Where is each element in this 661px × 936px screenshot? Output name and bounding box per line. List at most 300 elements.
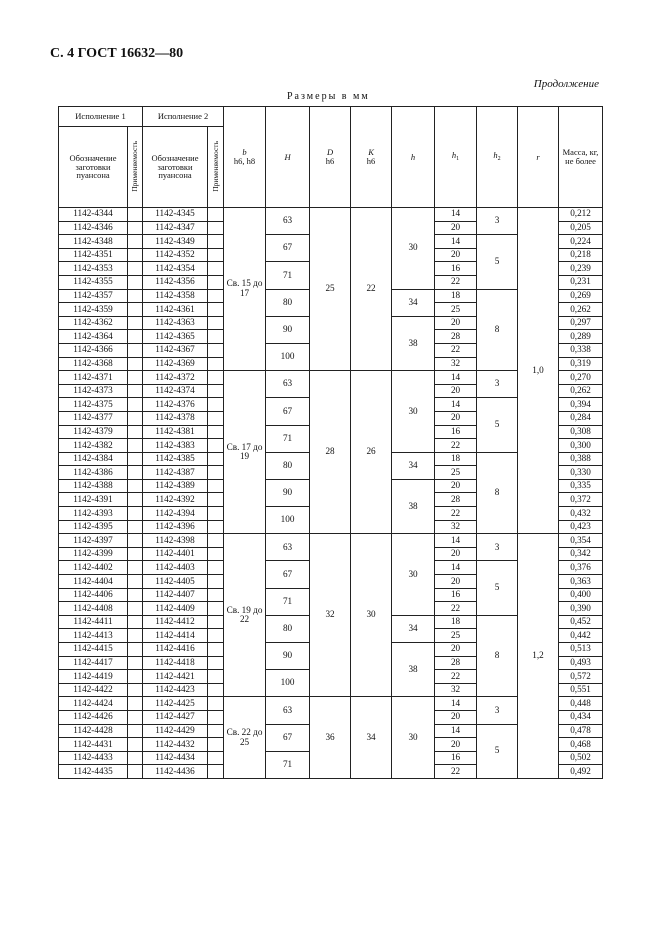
h1-value: 22 xyxy=(435,602,477,616)
exec1-applicability xyxy=(128,520,143,534)
mass-value: 0,372 xyxy=(559,493,603,507)
exec2-code: 1142-4394 xyxy=(143,507,208,521)
exec1-code: 1142-4384 xyxy=(59,452,128,466)
exec2-code: 1142-4387 xyxy=(143,466,208,480)
exec2-applicability xyxy=(208,235,224,249)
h1-value: 16 xyxy=(435,751,477,765)
exec2-applicability xyxy=(208,697,224,711)
exec1-code: 1142-4426 xyxy=(59,710,128,724)
h1-value: 14 xyxy=(435,208,477,222)
h1-value: 28 xyxy=(435,330,477,344)
mass-value: 0,423 xyxy=(559,520,603,534)
exec2-applicability xyxy=(208,683,224,697)
header-code2: Обозначение заготовки пуансона xyxy=(143,127,208,208)
exec1-code: 1142-4424 xyxy=(59,697,128,711)
h1-value: 14 xyxy=(435,371,477,385)
h2-value: 3 xyxy=(477,208,518,235)
H-value: 100 xyxy=(266,507,310,534)
h-value: 30 xyxy=(392,697,435,779)
exec1-applicability xyxy=(128,534,143,548)
exec2-applicability xyxy=(208,588,224,602)
exec2-code: 1142-4416 xyxy=(143,643,208,657)
exec2-applicability xyxy=(208,738,224,752)
h1-value: 25 xyxy=(435,629,477,643)
h1-value: 16 xyxy=(435,262,477,276)
exec2-code: 1142-4405 xyxy=(143,575,208,589)
h1-value: 16 xyxy=(435,425,477,439)
header-applicability1: Применяемость xyxy=(128,127,143,208)
H-value: 67 xyxy=(266,724,310,751)
exec1-code: 1142-4362 xyxy=(59,316,128,330)
exec2-applicability xyxy=(208,710,224,724)
exec1-applicability xyxy=(128,493,143,507)
exec2-code: 1142-4376 xyxy=(143,398,208,412)
exec1-code: 1142-4348 xyxy=(59,235,128,249)
exec1-code: 1142-4371 xyxy=(59,371,128,385)
header-code1: Обозначение заготовки пуансона xyxy=(59,127,128,208)
exec1-code: 1142-4435 xyxy=(59,765,128,779)
exec1-code: 1142-4393 xyxy=(59,507,128,521)
mass-value: 0,239 xyxy=(559,262,603,276)
mass-value: 0,400 xyxy=(559,588,603,602)
h-value: 34 xyxy=(392,615,435,642)
mass-value: 0,269 xyxy=(559,289,603,303)
b-range: Св. 15 до 17 xyxy=(224,208,266,371)
exec2-code: 1142-4436 xyxy=(143,765,208,779)
h1-value: 14 xyxy=(435,398,477,412)
exec1-applicability xyxy=(128,507,143,521)
H-value: 90 xyxy=(266,479,310,506)
exec1-code: 1142-4373 xyxy=(59,384,128,398)
h1-value: 20 xyxy=(435,248,477,262)
exec2-applicability xyxy=(208,262,224,276)
h-value: 38 xyxy=(392,479,435,533)
exec2-code: 1142-4403 xyxy=(143,561,208,575)
h1-value: 25 xyxy=(435,303,477,317)
exec1-code: 1142-4379 xyxy=(59,425,128,439)
exec2-applicability xyxy=(208,751,224,765)
mass-value: 0,502 xyxy=(559,751,603,765)
h-value: 34 xyxy=(392,452,435,479)
page-header: С. 4 ГОСТ 16632—80 xyxy=(50,46,184,61)
mass-value: 0,300 xyxy=(559,439,603,453)
exec2-applicability xyxy=(208,330,224,344)
header-exec1: Исполнение 1 xyxy=(59,107,143,127)
h1-value: 20 xyxy=(435,384,477,398)
header-H: H xyxy=(266,107,310,208)
exec1-code: 1142-4382 xyxy=(59,439,128,453)
exec2-code: 1142-4367 xyxy=(143,343,208,357)
exec2-applicability xyxy=(208,602,224,616)
mass-value: 0,205 xyxy=(559,221,603,235)
exec1-code: 1142-4428 xyxy=(59,724,128,738)
mass-value: 0,335 xyxy=(559,479,603,493)
exec1-code: 1142-4351 xyxy=(59,248,128,262)
exec2-code: 1142-4354 xyxy=(143,262,208,276)
units-caption: Размеры в мм xyxy=(287,91,370,102)
exec2-applicability xyxy=(208,561,224,575)
mass-value: 0,354 xyxy=(559,534,603,548)
mass-value: 0,270 xyxy=(559,371,603,385)
exec1-applicability xyxy=(128,656,143,670)
exec2-applicability xyxy=(208,670,224,684)
exec1-applicability xyxy=(128,588,143,602)
exec1-applicability xyxy=(128,697,143,711)
exec2-applicability xyxy=(208,479,224,493)
exec1-applicability xyxy=(128,765,143,779)
H-value: 63 xyxy=(266,534,310,561)
exec2-code: 1142-4421 xyxy=(143,670,208,684)
mass-value: 0,432 xyxy=(559,507,603,521)
exec1-applicability xyxy=(128,547,143,561)
exec1-code: 1142-4395 xyxy=(59,520,128,534)
H-value: 90 xyxy=(266,316,310,343)
exec2-code: 1142-4347 xyxy=(143,221,208,235)
K-value: 30 xyxy=(351,534,392,697)
exec1-code: 1142-4417 xyxy=(59,656,128,670)
H-value: 80 xyxy=(266,289,310,316)
exec2-code: 1142-4389 xyxy=(143,479,208,493)
exec2-code: 1142-4352 xyxy=(143,248,208,262)
h2-value: 5 xyxy=(477,235,518,289)
exec1-code: 1142-4422 xyxy=(59,683,128,697)
h2-value: 8 xyxy=(477,615,518,697)
h1-value: 32 xyxy=(435,683,477,697)
exec1-code: 1142-4397 xyxy=(59,534,128,548)
D-value: 36 xyxy=(310,697,351,779)
exec1-applicability xyxy=(128,670,143,684)
exec1-applicability xyxy=(128,275,143,289)
h1-value: 14 xyxy=(435,235,477,249)
exec1-code: 1142-4386 xyxy=(59,466,128,480)
h1-value: 20 xyxy=(435,316,477,330)
mass-value: 0,394 xyxy=(559,398,603,412)
table-row xyxy=(59,534,603,548)
exec2-code: 1142-4401 xyxy=(143,547,208,561)
exec2-code: 1142-4412 xyxy=(143,615,208,629)
exec1-code: 1142-4357 xyxy=(59,289,128,303)
mass-value: 0,390 xyxy=(559,602,603,616)
exec2-code: 1142-4396 xyxy=(143,520,208,534)
exec2-code: 1142-4365 xyxy=(143,330,208,344)
exec2-code: 1142-4358 xyxy=(143,289,208,303)
h1-value: 22 xyxy=(435,439,477,453)
exec1-code: 1142-4359 xyxy=(59,303,128,317)
exec1-applicability xyxy=(128,371,143,385)
exec1-applicability xyxy=(128,439,143,453)
D-value: 32 xyxy=(310,534,351,697)
mass-value: 0,289 xyxy=(559,330,603,344)
H-value: 80 xyxy=(266,615,310,642)
exec1-code: 1142-4399 xyxy=(59,547,128,561)
exec1-applicability xyxy=(128,398,143,412)
exec2-applicability xyxy=(208,384,224,398)
exec2-applicability xyxy=(208,534,224,548)
mass-value: 0,388 xyxy=(559,452,603,466)
exec2-code: 1142-4414 xyxy=(143,629,208,643)
exec2-applicability xyxy=(208,507,224,521)
K-value: 22 xyxy=(351,208,392,371)
H-value: 67 xyxy=(266,561,310,588)
mass-value: 0,442 xyxy=(559,629,603,643)
H-value: 71 xyxy=(266,588,310,615)
exec1-applicability xyxy=(128,738,143,752)
exec1-code: 1142-4406 xyxy=(59,588,128,602)
H-value: 63 xyxy=(266,697,310,724)
exec2-code: 1142-4434 xyxy=(143,751,208,765)
exec2-code: 1142-4385 xyxy=(143,452,208,466)
table-row xyxy=(59,208,603,222)
exec1-code: 1142-4408 xyxy=(59,602,128,616)
exec2-code: 1142-4383 xyxy=(143,439,208,453)
exec2-code: 1142-4418 xyxy=(143,656,208,670)
exec1-code: 1142-4388 xyxy=(59,479,128,493)
mass-value: 0,338 xyxy=(559,343,603,357)
exec2-applicability xyxy=(208,371,224,385)
exec2-applicability xyxy=(208,656,224,670)
exec1-code: 1142-4377 xyxy=(59,411,128,425)
h1-value: 20 xyxy=(435,643,477,657)
exec1-applicability xyxy=(128,724,143,738)
h1-value: 22 xyxy=(435,670,477,684)
h1-value: 18 xyxy=(435,615,477,629)
header-h1: $h_1$ xyxy=(435,107,477,208)
mass-value: 0,330 xyxy=(559,466,603,480)
exec2-applicability xyxy=(208,765,224,779)
H-value: 100 xyxy=(266,343,310,370)
exec2-applicability xyxy=(208,316,224,330)
exec1-code: 1142-4411 xyxy=(59,615,128,629)
h-value: 30 xyxy=(392,371,435,453)
h1-value: 20 xyxy=(435,411,477,425)
h1-value: 22 xyxy=(435,765,477,779)
exec2-code: 1142-4427 xyxy=(143,710,208,724)
mass-value: 0,363 xyxy=(559,575,603,589)
mass-value: 0,308 xyxy=(559,425,603,439)
exec2-code: 1142-4369 xyxy=(143,357,208,371)
exec1-applicability xyxy=(128,235,143,249)
h2-value: 5 xyxy=(477,724,518,778)
exec1-applicability xyxy=(128,710,143,724)
exec1-applicability xyxy=(128,602,143,616)
mass-value: 0,478 xyxy=(559,724,603,738)
exec2-applicability xyxy=(208,547,224,561)
h1-value: 18 xyxy=(435,452,477,466)
exec1-code: 1142-4355 xyxy=(59,275,128,289)
exec2-applicability xyxy=(208,411,224,425)
exec2-code: 1142-4423 xyxy=(143,683,208,697)
h1-value: 20 xyxy=(435,221,477,235)
D-value: 28 xyxy=(310,371,351,534)
h1-value: 14 xyxy=(435,561,477,575)
h1-value: 20 xyxy=(435,575,477,589)
H-value: 71 xyxy=(266,262,310,289)
header-h: h xyxy=(392,107,435,208)
exec1-applicability xyxy=(128,411,143,425)
exec1-applicability xyxy=(128,561,143,575)
exec1-applicability xyxy=(128,629,143,643)
h2-value: 3 xyxy=(477,697,518,724)
h2-value: 3 xyxy=(477,534,518,561)
exec2-applicability xyxy=(208,208,224,222)
exec2-applicability xyxy=(208,643,224,657)
exec2-applicability xyxy=(208,575,224,589)
h-value: 34 xyxy=(392,289,435,316)
exec2-code: 1142-4429 xyxy=(143,724,208,738)
h2-value: 5 xyxy=(477,561,518,615)
h1-value: 14 xyxy=(435,534,477,548)
mass-value: 0,493 xyxy=(559,656,603,670)
mass-value: 0,284 xyxy=(559,411,603,425)
mass-value: 0,513 xyxy=(559,643,603,657)
H-value: 67 xyxy=(266,398,310,425)
mass-value: 0,262 xyxy=(559,303,603,317)
exec1-applicability xyxy=(128,330,143,344)
exec2-code: 1142-4349 xyxy=(143,235,208,249)
h2-value: 8 xyxy=(477,289,518,371)
exec2-applicability xyxy=(208,248,224,262)
mass-value: 0,468 xyxy=(559,738,603,752)
exec2-applicability xyxy=(208,343,224,357)
exec1-applicability xyxy=(128,384,143,398)
H-value: 71 xyxy=(266,425,310,452)
exec1-applicability xyxy=(128,643,143,657)
mass-value: 0,551 xyxy=(559,683,603,697)
mass-value: 0,212 xyxy=(559,208,603,222)
r-value: 1,0 xyxy=(518,208,559,534)
h1-value: 22 xyxy=(435,507,477,521)
exec2-code: 1142-4363 xyxy=(143,316,208,330)
exec2-applicability xyxy=(208,221,224,235)
exec1-code: 1142-4419 xyxy=(59,670,128,684)
exec2-applicability xyxy=(208,398,224,412)
h-value: 30 xyxy=(392,208,435,290)
table-body xyxy=(59,208,603,779)
header-h2: $h_2$ xyxy=(477,107,518,208)
h1-value: 28 xyxy=(435,493,477,507)
header-D: D h6 xyxy=(310,107,351,208)
exec1-code: 1142-4366 xyxy=(59,343,128,357)
exec2-code: 1142-4361 xyxy=(143,303,208,317)
header-K: K h6 xyxy=(351,107,392,208)
exec2-code: 1142-4381 xyxy=(143,425,208,439)
H-value: 90 xyxy=(266,643,310,670)
h1-value: 20 xyxy=(435,547,477,561)
exec1-code: 1142-4368 xyxy=(59,357,128,371)
header-mass: Масса, кг, не более xyxy=(559,107,603,208)
exec1-applicability xyxy=(128,751,143,765)
exec1-applicability xyxy=(128,683,143,697)
H-value: 63 xyxy=(266,371,310,398)
mass-value: 0,231 xyxy=(559,275,603,289)
h1-value: 14 xyxy=(435,697,477,711)
exec1-code: 1142-4375 xyxy=(59,398,128,412)
exec2-applicability xyxy=(208,357,224,371)
h-value: 38 xyxy=(392,643,435,697)
h1-value: 18 xyxy=(435,289,477,303)
mass-value: 0,218 xyxy=(559,248,603,262)
exec1-applicability xyxy=(128,221,143,235)
header-b: b h6, h8 xyxy=(224,107,266,208)
exec2-code: 1142-4378 xyxy=(143,411,208,425)
exec1-code: 1142-4402 xyxy=(59,561,128,575)
header-exec2: Исполнение 2 xyxy=(143,107,224,127)
header-applicability2: Применяемость xyxy=(208,127,224,208)
exec1-applicability xyxy=(128,208,143,222)
exec2-code: 1142-4345 xyxy=(143,208,208,222)
h1-value: 20 xyxy=(435,738,477,752)
exec1-applicability xyxy=(128,425,143,439)
mass-value: 0,376 xyxy=(559,561,603,575)
exec2-applicability xyxy=(208,452,224,466)
exec1-code: 1142-4404 xyxy=(59,575,128,589)
exec1-applicability xyxy=(128,262,143,276)
h2-value: 5 xyxy=(477,398,518,452)
K-value: 34 xyxy=(351,697,392,779)
exec1-applicability xyxy=(128,466,143,480)
dimensions-table xyxy=(58,106,603,779)
h1-value: 32 xyxy=(435,357,477,371)
exec1-code: 1142-4415 xyxy=(59,643,128,657)
H-value: 67 xyxy=(266,235,310,262)
D-value: 25 xyxy=(310,208,351,371)
b-range: Св. 19 до 22 xyxy=(224,534,266,697)
exec2-applicability xyxy=(208,520,224,534)
continuation-label: Продолжение xyxy=(533,78,599,90)
mass-value: 0,224 xyxy=(559,235,603,249)
exec1-applicability xyxy=(128,615,143,629)
exec1-code: 1142-4364 xyxy=(59,330,128,344)
b-range: Св. 22 до 25 xyxy=(224,697,266,779)
exec1-applicability xyxy=(128,452,143,466)
exec2-applicability xyxy=(208,303,224,317)
mass-value: 0,434 xyxy=(559,710,603,724)
exec1-code: 1142-4433 xyxy=(59,751,128,765)
exec1-code: 1142-4353 xyxy=(59,262,128,276)
exec2-applicability xyxy=(208,466,224,480)
H-value: 63 xyxy=(266,208,310,235)
K-value: 26 xyxy=(351,371,392,534)
h1-value: 16 xyxy=(435,588,477,602)
mass-value: 0,262 xyxy=(559,384,603,398)
exec2-code: 1142-4356 xyxy=(143,275,208,289)
h-value: 30 xyxy=(392,534,435,616)
h-value: 38 xyxy=(392,316,435,370)
exec1-applicability xyxy=(128,357,143,371)
H-value: 100 xyxy=(266,670,310,697)
exec1-applicability xyxy=(128,303,143,317)
exec2-applicability xyxy=(208,425,224,439)
exec1-code: 1142-4431 xyxy=(59,738,128,752)
mass-value: 0,319 xyxy=(559,357,603,371)
mass-value: 0,452 xyxy=(559,615,603,629)
h1-value: 20 xyxy=(435,479,477,493)
mass-value: 0,572 xyxy=(559,670,603,684)
h1-value: 25 xyxy=(435,466,477,480)
exec2-applicability xyxy=(208,629,224,643)
exec2-applicability xyxy=(208,615,224,629)
h1-value: 28 xyxy=(435,656,477,670)
exec2-code: 1142-4374 xyxy=(143,384,208,398)
mass-value: 0,297 xyxy=(559,316,603,330)
exec2-code: 1142-4392 xyxy=(143,493,208,507)
exec1-code: 1142-4346 xyxy=(59,221,128,235)
exec1-code: 1142-4413 xyxy=(59,629,128,643)
h1-value: 14 xyxy=(435,724,477,738)
exec2-code: 1142-4372 xyxy=(143,371,208,385)
mass-value: 0,342 xyxy=(559,547,603,561)
exec1-applicability xyxy=(128,575,143,589)
